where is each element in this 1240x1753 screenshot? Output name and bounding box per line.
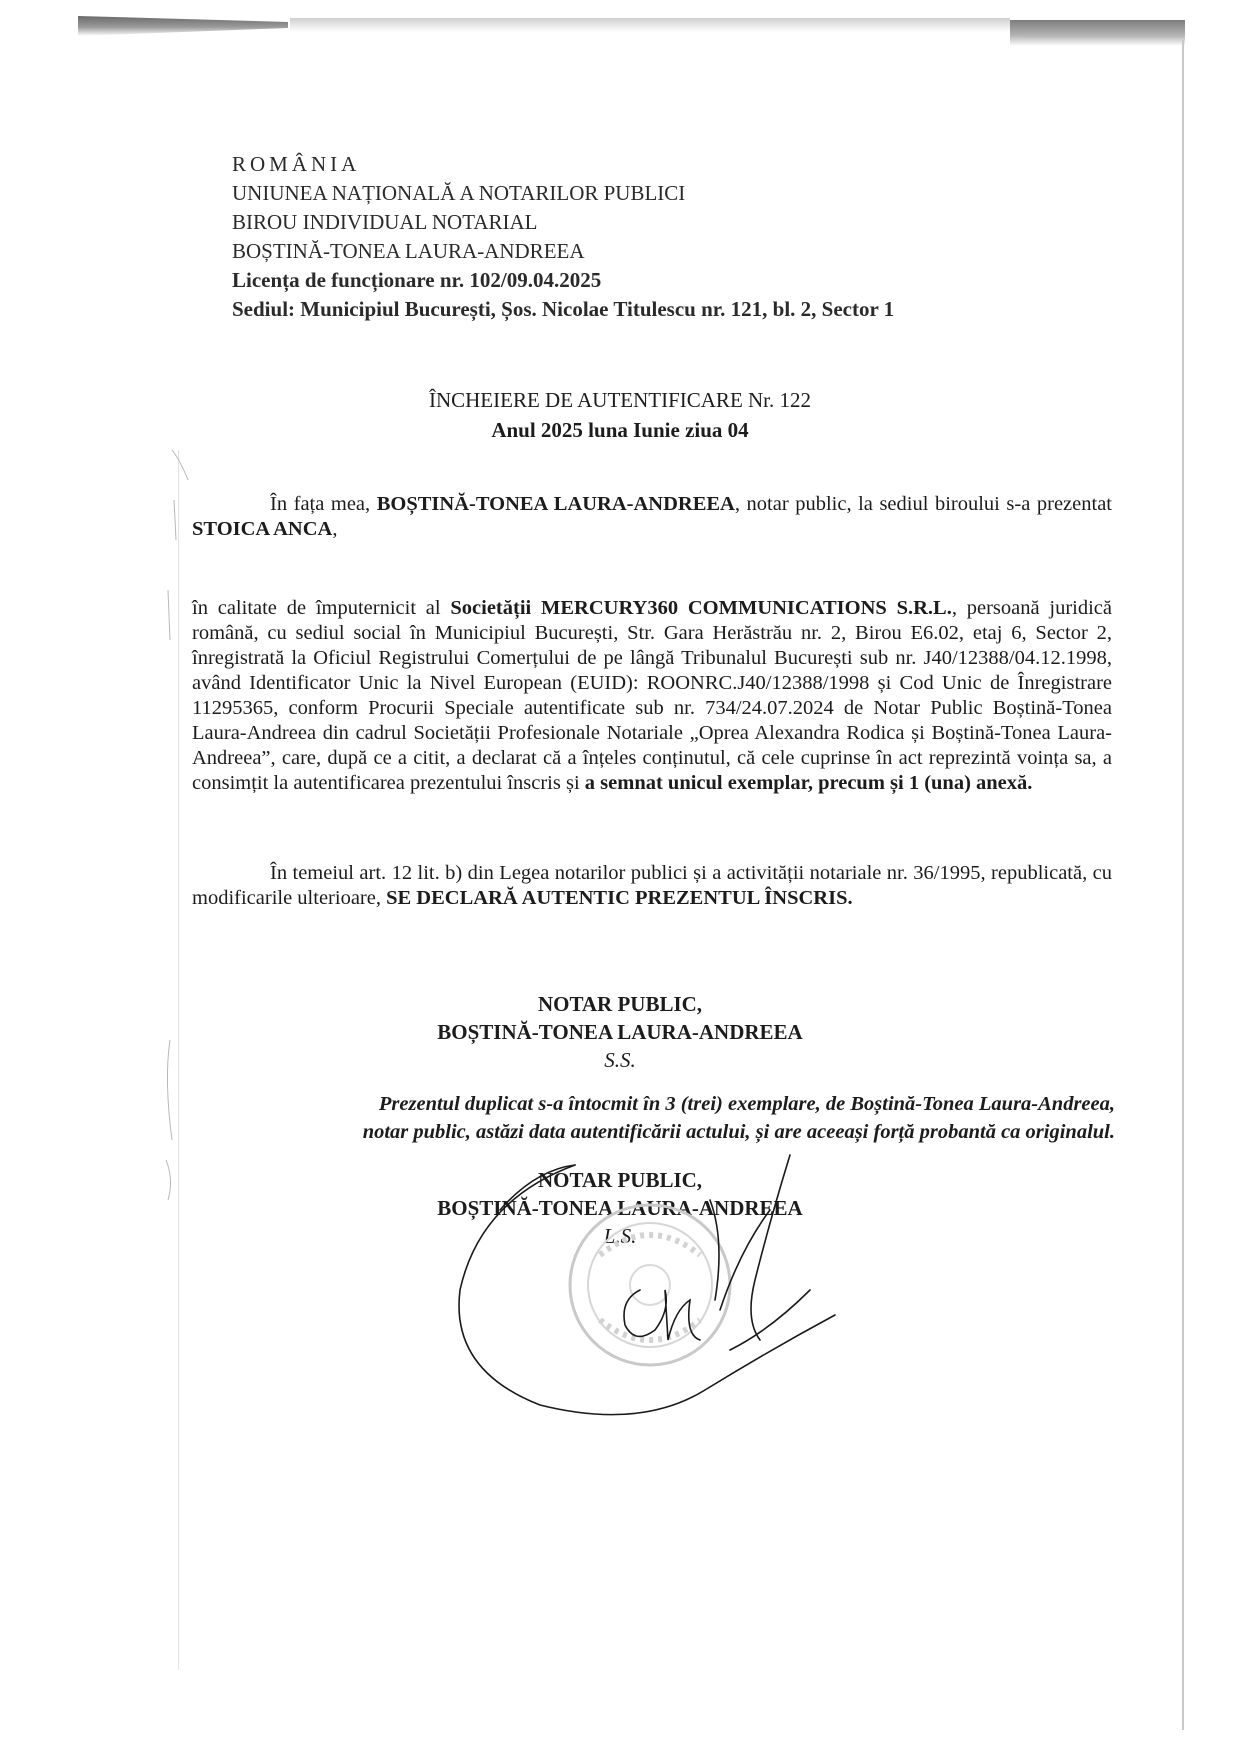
notary-name-inline: BOȘTINĂ-TONEA LAURA-ANDREEA: [376, 493, 735, 515]
scan-edge-shadow: [290, 18, 1010, 32]
signer-role: NOTAR PUBLIC,: [537, 992, 703, 1016]
duplicate-note: [225, 1090, 1115, 1146]
signature-block-original: [0, 990, 1240, 1074]
authenticity-declaration: SE DECLARĂ AUTENTIC PREZENTUL ÎNSCRIS.: [386, 887, 853, 909]
signer-name: BOȘTINĂ-TONEA LAURA-ANDREEA: [437, 1020, 803, 1044]
person-name: STOICA ANCA: [192, 518, 333, 540]
company-name: Societății MERCURY360 COMMUNICATIONS S.R.L.: [450, 597, 952, 619]
text-segment: În fața mea,: [270, 493, 377, 515]
scan-edge-line: [1182, 40, 1184, 1730]
license-number: Licența de funcționare nr. 102/09.04.2025: [232, 268, 602, 292]
seal-mark: L.S.: [603, 1224, 637, 1248]
signer-name: BOȘTINĂ-TONEA LAURA-ANDREEA: [437, 1196, 803, 1220]
paragraph-mandate: [192, 596, 1112, 796]
paragraph-legal-basis: [192, 861, 1112, 911]
duplicate-note-line: notar public, astăzi data autentificării actului, și are aceeași forță probantă ca originalul.: [362, 1121, 1115, 1143]
office-address: Sediul: Municipiul București, Șos. Nicolae Titulescu nr. 121, bl. 2, Sector 1: [232, 297, 895, 321]
signature-mark: S.S.: [604, 1048, 636, 1072]
country-name: ROMÂNIA: [232, 152, 361, 176]
notary-header: [232, 150, 894, 324]
handwritten-signature-icon: [440, 1140, 860, 1440]
text-segment: În temeiul art. 12 lit. b) din Legea notarilor publici și a activității notariale nr. 36/1995, republicată, cu modificarile ulterioare,: [192, 862, 1112, 909]
duplicate-note-line: Prezentul duplicat s-a întocmit în 3 (trei) exemplare, de Boștină-Tonea Laura-Andreea,: [378, 1093, 1115, 1115]
title-date: Anul 2025 luna Iunie ziua 04: [491, 418, 749, 442]
text-segment: , persoană juridică română, cu sediul social în Municipiul București, Str. Gara Herăstrău nr. 2, Birou E6.02, etaj 6, Sector 2, înregistrată la Oficiul Registrului Comerțului de pe lângă Tribunalul București sub nr. J40/12388/04.12.1998, având Identificator Unic la Nivel European (EUID): ROONRC.J40/12388/1998 și Cod Unic de Înregistrare 11295365, conform Procurii Speciale autentificate sub nr. 734/24.07.2024 de Notar Public Boștină-Tonea Laura-Andreea din cadrul Societății Profesionale Notariale „Oprea Alexandra Rodica și Boștină-Tonea Laura-Andreea”, care, după ce a citit, a declarat că a înțeles conținutul, că cele cuprinse în act reprezintă voința sa, a consimțit la autentificarea prezentului înscris și: [192, 597, 1112, 794]
scan-edge-shadow: [1010, 20, 1185, 46]
document-title: [0, 385, 1240, 445]
text-segment: în calitate de împuternicit al: [192, 597, 451, 619]
scan-edge-shadow: [78, 16, 288, 36]
signer-role: NOTAR PUBLIC,: [537, 1168, 703, 1192]
union-name: UNIUNEA NAȚIONALĂ A NOTARILOR PUBLICI: [232, 181, 686, 205]
notary-name: BOȘTINĂ-TONEA LAURA-ANDREEA: [232, 239, 585, 263]
paragraph-presence: [192, 492, 1112, 542]
office-type: BIROU INDIVIDUAL NOTARIAL: [232, 210, 538, 234]
text-segment: , notar public, la sediul biroului s-a prezentat: [734, 493, 1112, 515]
signing-statement: a semnat unicul exemplar, precum și 1 (una) anexă.: [584, 772, 1033, 794]
text-segment: ,: [332, 518, 338, 540]
title-line: ÎNCHEIERE DE AUTENTIFICARE Nr. 122: [428, 388, 812, 412]
